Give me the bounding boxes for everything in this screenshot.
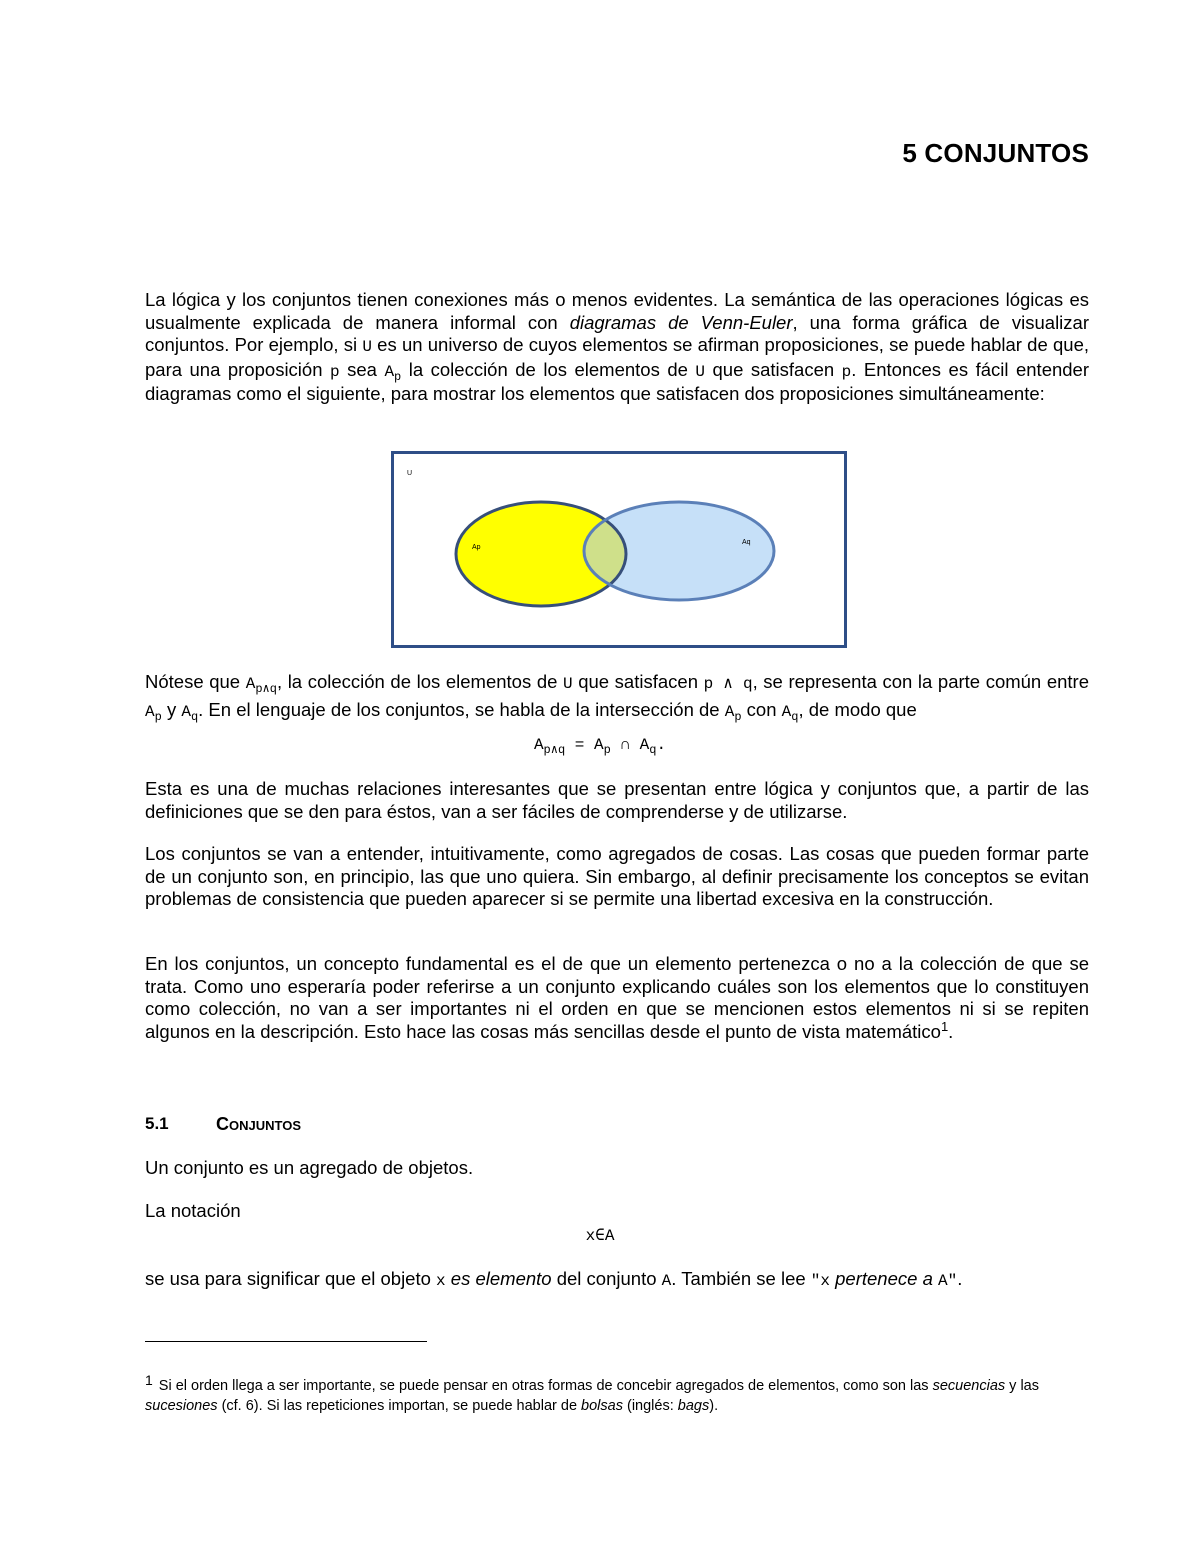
- symbol-u: U: [563, 675, 573, 693]
- formula-r1-sub: p: [603, 743, 611, 757]
- paragraph-intuition: Los conjuntos se van a entender, intuitivamente, como agregados de cosas. Las cosas que pueden formar parte de un conjunto son, en principio, las que uno quiera. Sin embargo, al definir precisamente los conceptos se evitan problemas de consistencia que pueden aparecer si se permite una libertad excesiva en la construcción.: [145, 843, 1089, 909]
- universe-label: U: [407, 470, 413, 477]
- intersection-formula: [0, 733, 1200, 757]
- element-text-1: se usa para significar que el objeto: [145, 1268, 437, 1289]
- symbol-a-sub: p: [734, 710, 742, 724]
- footnote-divider: [145, 1341, 427, 1342]
- element-emphasis: es elemento: [445, 1268, 552, 1289]
- symbol-a-sub: p: [394, 369, 402, 384]
- symbol-a: A: [781, 703, 792, 721]
- membership-end: .: [948, 1020, 954, 1042]
- footnote-text-1: Si el orden llega a ser importante, se puede pensar en otras formas de concebir agregados de elementos, como son las: [158, 1378, 933, 1394]
- intro-text-3: es un universo de cuyos elementos se afirman proposiciones, se puede hablar de que, para una proposición: [145, 334, 1090, 380]
- element-text-3: . También se lee: [671, 1268, 811, 1289]
- intro-text-2: , una forma gráfica de visualizar conjuntos. Por ejemplo, si: [145, 311, 1089, 355]
- symbol-a-sub: q: [791, 710, 799, 724]
- paragraph-membership: [145, 953, 1089, 1043]
- notese-text-6: . En el lenguaje de los conjuntos, se habla de la intersección de: [198, 699, 725, 720]
- symbol-u: U: [362, 338, 372, 356]
- symbol-p-and-q: p ∧ q: [703, 675, 753, 693]
- notese-text-8: , de modo que: [798, 699, 917, 720]
- symbol-a: A: [724, 703, 735, 721]
- intro-emphasis: diagramas de Venn-Euler: [569, 311, 793, 333]
- formula-lhs-sub: p∧q: [543, 743, 566, 757]
- section-number: 5.1: [145, 1114, 169, 1133]
- formula-equals: =: [565, 736, 594, 754]
- section-title: Conjuntos: [216, 1114, 301, 1134]
- formula-r2-sub: q: [649, 743, 657, 757]
- notese-text-3: que satisfacen: [572, 671, 704, 692]
- chapter-title: 5 CONJUNTOS: [902, 138, 1089, 168]
- formula-intersection-op: ∩: [610, 736, 640, 754]
- symbol-p: p: [330, 362, 340, 381]
- symbol-a: A: [181, 703, 191, 721]
- notese-text-2: , la colección de los elementos de: [276, 671, 563, 692]
- symbol-p: p: [841, 362, 852, 381]
- footnote-text-4: (inglés:: [622, 1398, 678, 1414]
- symbol-x: x: [436, 1272, 446, 1290]
- intro-paragraph: [145, 289, 1089, 406]
- quote-a: A": [938, 1272, 958, 1290]
- symbol-u: U: [695, 362, 706, 381]
- notese-text-1: Nótese que: [145, 671, 246, 692]
- quote-x: "x: [810, 1272, 830, 1290]
- notese-paragraph: [145, 669, 1089, 725]
- symbol-a-sub: p∧q: [255, 682, 277, 696]
- footnote-emphasis-2: sucesiones: [145, 1398, 218, 1414]
- notese-text-5: y: [161, 699, 182, 720]
- membership-text: En los conjuntos, un concepto fundamental es el de que un elemento pertenezca o no a la colección de que se trata. Como uno esperaría poder referirse a un conjunto explicando cuáles son los elementos que lo constituyen como colección, no van a ser importantes ni el orden en que se mencionen estos elementos ni si se repiten algunos en la descripción. Esto hace las cosas más sencillas desde el punto de vista matemático: [145, 953, 1089, 1042]
- formula-lhs: A: [533, 736, 544, 754]
- section-heading: [145, 1114, 301, 1134]
- element-text-4: .: [957, 1268, 963, 1289]
- footnote-emphasis-3: bolsas: [581, 1398, 623, 1414]
- intro-text-5: la colección de los elementos de: [401, 358, 696, 380]
- footnote-reference[interactable]: 1: [940, 1018, 949, 1034]
- element-text-2: del conjunto: [551, 1268, 662, 1289]
- footnote: [145, 1372, 1091, 1416]
- symbol-a-sub: q: [190, 710, 199, 724]
- notese-text-4: , se representa con la parte común entre: [752, 671, 1089, 692]
- footnote-emphasis-1: secuencias: [932, 1378, 1006, 1394]
- intro-text-6: que satisfacen: [705, 358, 842, 380]
- venn-diagram: [391, 451, 847, 648]
- symbol-a-sub: p: [154, 710, 162, 724]
- formula-r2: A: [639, 736, 650, 754]
- formula-end: .: [656, 736, 667, 754]
- paragraph-definition: Un conjunto es un agregado de objetos.: [145, 1157, 474, 1178]
- symbol-a: A: [245, 675, 256, 693]
- set-ap-label: Ap: [472, 544, 481, 551]
- intro-text-1: La lógica y los conjuntos tienen conexiones más o menos evidentes. La semántica de las operaciones lógicas es usualmente explicada de manera informal con: [145, 289, 1089, 333]
- paragraph-notation: La notación: [145, 1200, 241, 1221]
- element-emphasis-2: pertenece a: [830, 1268, 938, 1289]
- symbol-a: A: [145, 703, 155, 721]
- footnote-text-2: y las: [1005, 1378, 1039, 1394]
- paragraph-relations: Esta es una de muchas relaciones interesantes que se presentan entre lógica y conjuntos que, a partir de las definiciones que se den para éstos, van a ser fáciles de comprenderse y de utilizarse.: [145, 778, 1089, 822]
- formula-r1: A: [594, 736, 604, 754]
- footnote-number: 1: [145, 1372, 153, 1388]
- set-aq-label: Aq: [742, 539, 751, 546]
- symbol-a: A: [384, 362, 395, 381]
- membership-formula: x∈A: [585, 1227, 615, 1245]
- symbol-a: A: [661, 1272, 672, 1290]
- intro-text-7: . Entonces es fácil entender diagramas como el siguiente, para mostrar los elementos que satisfacen dos proposiciones simultáneamente:: [145, 358, 1090, 404]
- footnote-text-5: ).: [709, 1398, 719, 1414]
- footnote-emphasis-4: bags: [677, 1398, 710, 1414]
- footnote-text-3: (cf. 6). Si las repeticiones importan, se puede hablar de: [217, 1398, 582, 1414]
- notese-text-7: con: [741, 699, 782, 720]
- paragraph-element: [145, 1268, 1089, 1293]
- intro-text-4: sea: [339, 358, 385, 380]
